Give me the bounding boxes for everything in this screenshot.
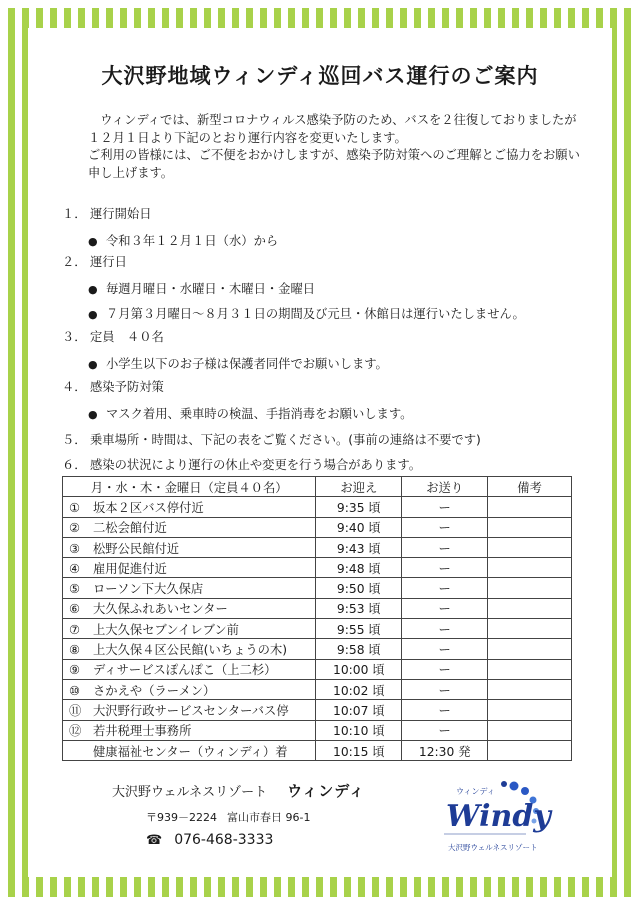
stop-number: ⑨	[69, 663, 81, 678]
note-cell	[488, 659, 572, 679]
table-row	[63, 720, 572, 740]
intro-line: １２月１日より下記のとおり運行内容を変更いたします。	[88, 130, 407, 145]
pickup-time: 10:00 頃	[316, 659, 402, 679]
table-row	[63, 537, 572, 557]
logo-subtitle: 大沢野ウェルネスリゾート	[448, 843, 538, 852]
section-number: ３．	[62, 330, 87, 344]
bullet-item	[88, 354, 388, 372]
section-boarding	[62, 430, 481, 448]
note-cell	[488, 720, 572, 740]
section-start-date	[62, 204, 152, 222]
stop-name: 二松会館付近	[93, 521, 167, 536]
bullet-dot-icon: ●	[88, 358, 98, 371]
table-row	[63, 598, 572, 618]
stop-name: 健康福祉センター（ウィンディ）着	[93, 744, 288, 759]
bullet-text: ７月第３月曜日～８月３１日の期間及び元旦・休館日は運行いたしません。	[106, 307, 525, 321]
pickup-time: 9:53 頃	[316, 598, 402, 618]
stop-name: 大沢野行政サービスセンターバス停	[93, 703, 289, 718]
section-infection	[62, 377, 164, 395]
stop-name: 松野公民館付近	[93, 541, 180, 556]
stop-name: ディサービスぽんぽこ（上二杉）	[93, 663, 277, 678]
note-cell	[488, 578, 572, 598]
stop-number: ③	[69, 541, 81, 556]
table-row	[63, 740, 572, 760]
stop-name: ローソン下大久保店	[93, 582, 204, 597]
brand-name: ウィンディ	[287, 782, 365, 800]
stop-cell	[63, 497, 316, 517]
stop-cell	[63, 659, 316, 679]
note-cell	[488, 558, 572, 578]
stop-cell	[63, 558, 316, 578]
page-title: 大沢野地域ウィンディ巡回バス運行のご案内	[101, 64, 539, 88]
stop-number: ⑦	[69, 622, 81, 637]
dropoff-time: ー	[402, 639, 488, 659]
dropoff-time: 12:30 発	[402, 740, 488, 760]
stop-cell	[63, 700, 316, 720]
table-row	[63, 659, 572, 679]
bullet-text: 小学生以下のお子様は保護者同伴でお願いします。	[106, 357, 388, 371]
section-label: 感染の状況により運行の休止や変更を行う場合があります。	[90, 458, 422, 472]
note-cell	[488, 700, 572, 720]
stop-name: 坂本２区バス停付近	[93, 500, 204, 515]
stop-number: ②	[69, 521, 81, 536]
table-row	[63, 517, 572, 537]
dropoff-time: ー	[402, 700, 488, 720]
table-row	[63, 679, 572, 699]
dropoff-time: ー	[402, 578, 488, 598]
stop-number: ⑫	[69, 724, 82, 739]
dropoff-time: ー	[402, 558, 488, 578]
bullet-item	[88, 404, 412, 422]
section-label: 運行開始日	[90, 207, 152, 221]
bullet-text: マスク着用、乗車時の検温、手指消毒をお願いします。	[106, 407, 413, 421]
bullet-item	[88, 279, 315, 297]
note-cell	[488, 619, 572, 639]
stop-cell	[63, 598, 316, 618]
section-changes	[62, 455, 421, 473]
section-label: 運行日	[90, 255, 127, 269]
section-number: ６．	[62, 458, 87, 472]
pickup-time: 9:43 頃	[316, 537, 402, 557]
stop-name: 大久保ふれあいセンター	[93, 602, 228, 617]
note-cell	[488, 740, 572, 760]
logo-word: Windy	[446, 799, 551, 834]
pickup-time: 9:40 頃	[316, 517, 402, 537]
section-number: ４．	[62, 380, 87, 394]
stop-number: ①	[69, 500, 81, 515]
stop-number: ⑪	[69, 703, 82, 718]
header-route: 月・水・木・金曜日（定員４０名）	[63, 477, 316, 497]
logo-kana: ウィンディ	[456, 787, 495, 796]
header-dropoff: お送り	[402, 477, 488, 497]
note-cell	[488, 537, 572, 557]
dropoff-time: ー	[402, 619, 488, 639]
stop-number: ④	[69, 561, 81, 576]
stop-number: ⑩	[69, 683, 81, 698]
bullet-text: 毎週月曜日・水曜日・木曜日・金曜日	[106, 282, 316, 296]
stop-cell	[63, 517, 316, 537]
table-row	[63, 497, 572, 517]
intro-line: ウィンディでは、新型コロナウィルス感染予防のため、バスを２往復しておりましたが	[100, 113, 577, 127]
table-body	[63, 497, 572, 761]
intro-line: ご利用の皆様には、ご不便をおかけしますが、感染予防対策へのご理解とご協力をお願い	[88, 148, 580, 162]
address-text: 富山市春日 96-1	[227, 811, 311, 824]
pickup-time: 10:02 頃	[316, 679, 402, 699]
note-cell	[488, 679, 572, 699]
dropoff-time: ー	[402, 497, 488, 517]
section-label: 乗車場所・時間は、下記の表をご覧ください。(事前の連絡は不要です)	[90, 433, 481, 447]
stop-number: ⑧	[69, 643, 81, 658]
stop-cell	[63, 679, 316, 699]
stop-name: 上大久保４区公民館(いちょうの木)	[93, 643, 288, 658]
phone-number: 076-468-3333	[174, 832, 274, 848]
stop-cell	[63, 740, 316, 760]
stop-name: 若井税理士事務所	[93, 724, 192, 739]
dropoff-time: ー	[402, 659, 488, 679]
pickup-time: 10:07 頃	[316, 700, 402, 720]
org-name: 大沢野ウェルネスリゾート	[112, 785, 268, 800]
table-row	[63, 558, 572, 578]
bullet-dot-icon: ●	[88, 235, 98, 248]
stop-cell	[63, 578, 316, 598]
footer-organization	[112, 780, 365, 801]
stop-cell	[63, 537, 316, 557]
bullet-text: 令和３年１２月１日（水）から	[106, 234, 279, 248]
note-cell	[488, 517, 572, 537]
stop-name: さかえや（ラーメン）	[93, 683, 216, 698]
table-row	[63, 578, 572, 598]
dropoff-time: ー	[402, 598, 488, 618]
bullet-item	[88, 304, 525, 322]
dropoff-time: ー	[402, 517, 488, 537]
stop-cell	[63, 720, 316, 740]
stop-number: ⑤	[69, 582, 81, 597]
header-notes: 備考	[488, 477, 572, 497]
stop-name: 雇用促進付近	[93, 561, 167, 576]
dropoff-time: ー	[402, 537, 488, 557]
table-header-row	[63, 477, 572, 497]
header-pickup: お迎え	[316, 477, 402, 497]
stop-cell	[63, 619, 316, 639]
pickup-time: 9:55 頃	[316, 619, 402, 639]
intro-line: 申し上げます。	[88, 165, 174, 180]
table-row	[63, 639, 572, 659]
table-row	[63, 700, 572, 720]
bullet-dot-icon: ●	[88, 408, 98, 421]
note-cell	[488, 639, 572, 659]
stop-number: ⑥	[69, 602, 81, 617]
intro-text	[88, 112, 608, 182]
windy-logo	[410, 778, 560, 860]
pickup-time: 9:58 頃	[316, 639, 402, 659]
footer-address	[146, 809, 310, 825]
pickup-time: 9:48 頃	[316, 558, 402, 578]
section-number: ５．	[62, 433, 87, 447]
schedule-table	[62, 476, 572, 761]
section-days	[62, 252, 127, 270]
bullet-dot-icon: ●	[88, 283, 98, 296]
section-label: 感染予防対策	[90, 380, 164, 394]
footer-phone	[146, 832, 273, 848]
section-number: １．	[62, 207, 87, 221]
bullet-item	[88, 231, 278, 249]
pickup-time: 10:10 頃	[316, 720, 402, 740]
pickup-time: 9:50 頃	[316, 578, 402, 598]
table-row	[63, 619, 572, 639]
note-cell	[488, 598, 572, 618]
stop-cell	[63, 639, 316, 659]
stop-name: 上大久保セブンイレブン前	[93, 622, 239, 637]
pickup-time: 10:15 頃	[316, 740, 402, 760]
bullet-dot-icon: ●	[88, 308, 98, 321]
postal-code: 〒939－2224	[146, 811, 217, 824]
phone-icon: ☎	[146, 833, 163, 848]
dropoff-time: ー	[402, 679, 488, 699]
section-number: ２．	[62, 255, 87, 269]
dropoff-time: ー	[402, 720, 488, 740]
note-cell	[488, 497, 572, 517]
pickup-time: 9:35 頃	[316, 497, 402, 517]
section-label: 定員 ４０名	[90, 330, 164, 344]
section-capacity	[62, 327, 164, 345]
